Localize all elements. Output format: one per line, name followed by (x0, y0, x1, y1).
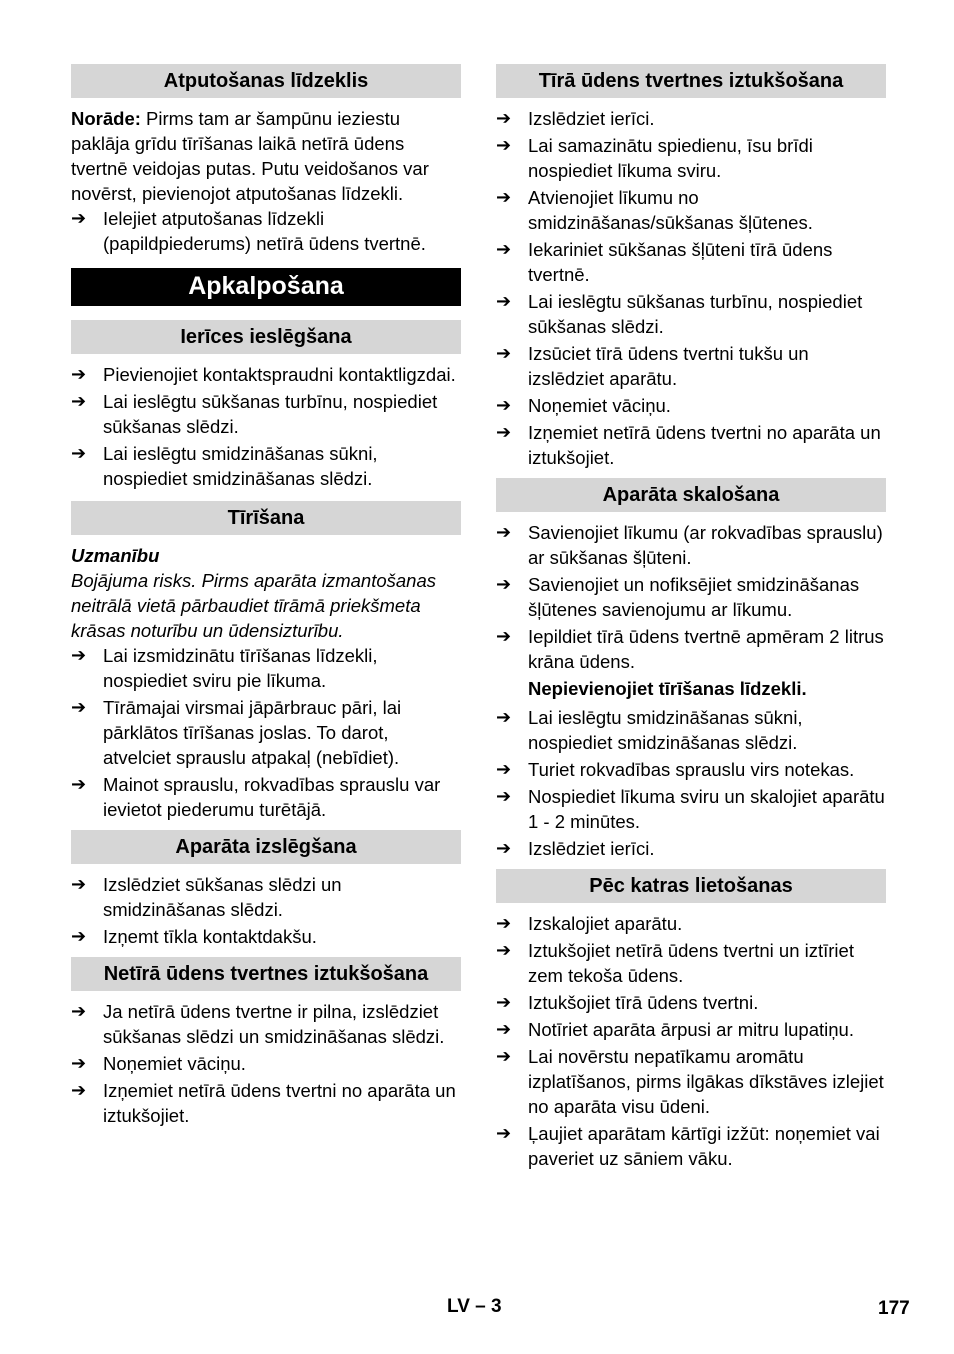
list-item-text: Iztukšojiet netīrā ūdens tvertni un iztīriet zem tekoša ūdens. (528, 940, 854, 986)
left-column (71, 64, 461, 1130)
arrow-right-icon: ➔ (496, 626, 512, 646)
list-item-text: Iepildiet tīrā ūdens tvertnē apmēram 2 litrus krāna ūdens. (528, 626, 884, 672)
list-item-text: Izņemiet netīrā ūdens tvertni no aparāta un iztukšojiet. (103, 1080, 456, 1126)
list-item (496, 520, 886, 570)
bold-note: Nepievienojiet tīrīšanas līdzekli. (528, 678, 807, 699)
list-item-text: Nospiediet līkuma sviru un skalojiet aparātu 1 - 2 minūtes. (528, 786, 885, 832)
warning-label: Uzmanību (71, 545, 160, 566)
arrow-right-icon: ➔ (71, 391, 87, 411)
section-heading: Pēc katras lietošanas (496, 869, 886, 903)
list-item-text: Izslēdziet sūkšanas slēdzi un smidzināšanas slēdzi. (103, 874, 342, 920)
arrow-right-icon: ➔ (496, 239, 512, 259)
section-heading: Tīrīšana (71, 501, 461, 535)
section-heading: Aparāta izslēgšana (71, 830, 461, 864)
arrow-right-icon: ➔ (71, 1080, 87, 1100)
list (496, 520, 886, 674)
list-item (71, 206, 461, 256)
list-item (71, 1078, 461, 1128)
arrow-right-icon: ➔ (71, 208, 87, 228)
footer-page-number: 177 (878, 1298, 910, 1319)
arrow-right-icon: ➔ (71, 1001, 87, 1021)
list-item-text: Lai ieslēgtu smidzināšanas sūkni, nospiediet smidzināšanas slēdzi. (528, 707, 803, 753)
list-item-text: Savienojiet un nofiksējiet smidzināšanas šļūtenes savienojumu ar līkumu. (528, 574, 860, 620)
list-item-text: Lai izsmidzinātu tīrīšanas līdzekli, nospiediet sviru pie līkuma. (103, 645, 378, 691)
list-item-text: Atvienojiet līkumu no smidzināšanas/sūkšanas šļūtenes. (528, 187, 813, 233)
list (71, 872, 461, 949)
list-item-text: Mainot sprauslu, rokvadības sprauslu var ievietot piederumu turētājā. (103, 774, 441, 820)
section-heading: Netīrā ūdens tvertnes iztukšošana (71, 957, 461, 991)
list-item (496, 836, 886, 861)
arrow-right-icon: ➔ (496, 395, 512, 415)
list-item (71, 772, 461, 822)
list-item (71, 441, 461, 491)
arrow-right-icon: ➔ (496, 786, 512, 806)
list-item-text: Iekariniet sūkšanas šļūteni tīrā ūdens tvertnē. (528, 239, 833, 285)
chapter-title: Apkalpošana (71, 268, 461, 306)
list-item-text: Turiet rokvadības sprauslu virs notekas. (528, 759, 855, 780)
list-item (71, 695, 461, 770)
list-item-text: Lai ieslēgtu sūkšanas turbīnu, nospiediet sūkšanas slēdzi. (103, 391, 438, 437)
list (496, 705, 886, 861)
list-item-text: Lai ieslēgtu sūkšanas turbīnu, nospiediet sūkšanas slēdzi. (528, 291, 863, 337)
list (496, 106, 886, 470)
arrow-right-icon: ➔ (71, 774, 87, 794)
list-item (496, 705, 886, 755)
arrow-right-icon: ➔ (71, 1053, 87, 1073)
arrow-right-icon: ➔ (496, 707, 512, 727)
list-item (71, 872, 461, 922)
arrow-right-icon: ➔ (496, 422, 512, 442)
arrow-right-icon: ➔ (496, 1123, 512, 1143)
arrow-right-icon: ➔ (71, 364, 87, 384)
list-item (496, 911, 886, 936)
list-item-text: Tīrāmajai virsmai jāpārbrauc pāri, lai pārklātos tīrīšanas joslas. To darot, atvelciet sprauslu atpakaļ (nebīdiet). (103, 697, 402, 768)
arrow-right-icon: ➔ (496, 108, 512, 128)
list-item (71, 924, 461, 949)
list-item (496, 1121, 886, 1171)
warning-text: Bojājuma risks. Pirms aparāta izmantošanas neitrālā vietā pārbaudiet tīrāmā priekšmeta krāsas noturību un ūdensizturību. (71, 570, 437, 641)
list-item-text: Izslēdziet ierīci. (528, 838, 655, 859)
arrow-right-icon: ➔ (71, 874, 87, 894)
arrow-right-icon: ➔ (71, 645, 87, 665)
list-item (496, 572, 886, 622)
list-item (496, 185, 886, 235)
list-item-text: Izņemt tīkla kontaktdakšu. (103, 926, 317, 947)
list-item (496, 1044, 886, 1119)
arrow-right-icon: ➔ (71, 926, 87, 946)
note-paragraph (71, 106, 461, 206)
list-item-text: Ielejiet atputošanas līdzekli (papildpiederums) netīrā ūdens tvertnē. (103, 208, 426, 254)
arrow-right-icon: ➔ (496, 1019, 512, 1039)
list-item (496, 420, 886, 470)
list (496, 911, 886, 1171)
list-item-text: Noņemiet vāciņu. (103, 1053, 246, 1074)
arrow-right-icon: ➔ (496, 838, 512, 858)
arrow-right-icon: ➔ (496, 574, 512, 594)
arrow-right-icon: ➔ (496, 940, 512, 960)
list-item (71, 643, 461, 693)
list-item (496, 341, 886, 391)
section-heading: Atputošanas līdzeklis (71, 64, 461, 98)
list-item (496, 237, 886, 287)
arrow-right-icon: ➔ (496, 135, 512, 155)
list (71, 362, 461, 491)
list-item (71, 389, 461, 439)
list-item-text: Notīriet aparāta ārpusi ar mitru lupatiņu. (528, 1019, 854, 1040)
list (71, 206, 461, 256)
list-item (496, 1017, 886, 1042)
arrow-right-icon: ➔ (496, 522, 512, 542)
note-label: Norāde: (71, 108, 141, 129)
list-item-text: Lai ieslēgtu smidzināšanas sūkni, nospiediet smidzināšanas slēdzi. (103, 443, 378, 489)
list-item-text: Izņemiet netīrā ūdens tvertni no aparāta un iztukšojiet. (528, 422, 881, 468)
list-item-text: Lai samazinātu spiedienu, īsu brīdi nospiediet līkuma sviru. (528, 135, 813, 181)
list (71, 643, 461, 822)
right-column (496, 64, 886, 1173)
arrow-right-icon: ➔ (496, 759, 512, 779)
list-item-text: Iztukšojiet tīrā ūdens tvertni. (528, 992, 759, 1013)
list-item (71, 1051, 461, 1076)
list-item (496, 133, 886, 183)
list-item (496, 289, 886, 339)
list-item-text: Noņemiet vāciņu. (528, 395, 671, 416)
list-item-text: Ja netīrā ūdens tvertne ir pilna, izslēdziet sūkšanas slēdzi un smidzināšanas slēdzi. (103, 1001, 445, 1047)
note-text: Pirms tam ar šampūnu ieziestu paklāja grīdu tīrīšanas laikā netīrā ūdens tvertnē veidojas putas. Putu veidošanos var novērst, pievienojot atputošanas līdzekli. (71, 108, 429, 204)
list-item-text: Izslēdziet ierīci. (528, 108, 655, 129)
list-item (496, 990, 886, 1015)
list-item (71, 362, 461, 387)
list-item (496, 938, 886, 988)
section-heading: Ierīces ieslēgšana (71, 320, 461, 354)
list-item-text: Izskalojiet aparātu. (528, 913, 683, 934)
section-heading: Tīrā ūdens tvertnes iztukšošana (496, 64, 886, 98)
arrow-right-icon: ➔ (71, 697, 87, 717)
arrow-right-icon: ➔ (496, 992, 512, 1012)
list-item-text: Lai novērstu nepatīkamu aromātu izplatīšanos, pirms ilgākas dīkstāves izlejiet no aparāta visu ūdeni. (528, 1046, 884, 1117)
arrow-right-icon: ➔ (71, 443, 87, 463)
list-item (496, 106, 886, 131)
arrow-right-icon: ➔ (496, 1046, 512, 1066)
list-item (496, 784, 886, 834)
list-item (496, 393, 886, 418)
arrow-right-icon: ➔ (496, 187, 512, 207)
list-item-text: Izsūciet tīrā ūdens tvertni tukšu un izslēdziet aparātu. (528, 343, 809, 389)
list-item-text: Pievienojiet kontaktspraudni kontaktligzdai. (103, 364, 456, 385)
list-item (496, 624, 886, 674)
footer-language-page: LV – 3 (447, 1296, 502, 1317)
arrow-right-icon: ➔ (496, 913, 512, 933)
arrow-right-icon: ➔ (496, 343, 512, 363)
list (71, 999, 461, 1128)
list-item (496, 757, 886, 782)
arrow-right-icon: ➔ (496, 291, 512, 311)
list-item-text: Savienojiet līkumu (ar rokvadības sprauslu) ar sūkšanas šļūteni. (528, 522, 883, 568)
section-heading: Aparāta skalošana (496, 478, 886, 512)
list-item-text: Ļaujiet aparātam kārtīgi izžūt: noņemiet vai paveriet uz sāniem vāku. (528, 1123, 880, 1169)
list-item (71, 999, 461, 1049)
